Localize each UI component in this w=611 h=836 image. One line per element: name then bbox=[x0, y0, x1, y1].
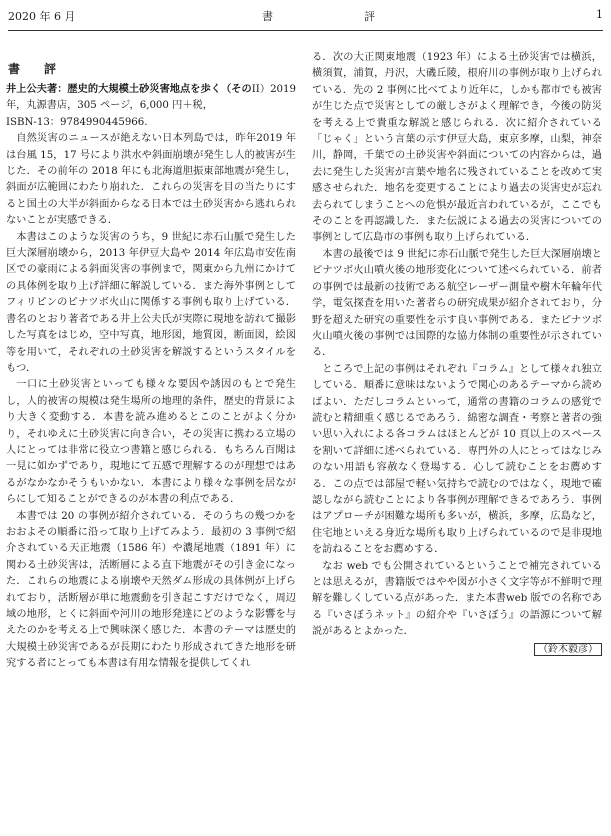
issue-date: 2020 年 6 月 bbox=[8, 10, 76, 23]
paragraph: ところで上記の事例はそれぞれ『コラム』として様々れ独立している．順番に意味はないようで関心のあるテーマから読めばよい．ただしコラムといって，通常の書籍のコラムの感覚で読むと精細重く感じるであろう．綿密な調査・考察と著者の強い思い入れによる各コラムはほとんどが 10 頁以上のスペースを割いて詳細に述べられている．専門外の人にとってはなじみのない用語も容赦なく登場する．心して読むことをお薦めする．この点では部屋で軽い気持ちで読むのではなく，現地で確認しながら読むことにより各事例が理解できるであろう．事例はアプローチが困難な場所も多いが，横浜，多摩，広島など，住宅地といえる身近な場所も取り上げられているので是非現地を訪ねることをお薦めする． bbox=[312, 363, 602, 556]
paragraph: 本書では 20 の事例が紹介されている．そのうちの幾つかをおおよその順番に沿って取り上げてみよう．最初の 3 事例で紹介されている天正地震（1586 年）や濃尾地震（1891 年）に関わる土砂災害は，活断層による直下地震がその引き金になった．これらの地震による崩壊や天然ダム形成の具体例が上げられており，活断層が単に地震動を引き起こすだけでなく，周辺域の地形，とくに斜面や河川の地形発達にどのような影響を与えたのかを考える上で興味深く感じた．本書のテーマは歴史的大規模土砂災害であるが長期にわたり形成されてきた地形を研究する者にとっても本書は有用な情報を提供してくれ bbox=[6, 510, 296, 670]
book-isbn: ISBN-13：9784990445966. bbox=[6, 116, 148, 128]
paragraph: る．次の大正関東地震（1923 年）による土砂災害では横浜，横須賀，浦賀，丹沢，大磯丘陵，根府川の事例が取り上げられている．先の 2 事例に比べてより近年に，しかも都市でも被害が生じた点で災害としての厳しさがよく理解でき，今後の防災を考える上で貴重な解説と感じられる．次に紹介されている「じゃく」という言葉の示す伊豆大島，東京多摩，山梨，神奈川，静岡，千葉での土砂災害や斜面についての内容からは，過去に発生した災害が言葉や地名に残されていることを改めて実感させられた．地名を変更することにより過去の災害史が忘れ去られてしまうことへの危惧が最近言われているが，ここでもそのことを再認識した．また伝説による過去の災害についての事例として広島市の事例も取り上げられている． bbox=[312, 52, 602, 244]
book-info bbox=[6, 82, 296, 131]
paragraph: 本書はこのような災害のうち，9 世紀に赤石山脈で発生した巨大深層崩壊から，2013 年伊豆大島や 2014 年広島市安佐南区での豪雨による斜面災害の事例まで，関東から九州にかけての具体例を取り上げ詳細に解説している．また海外事例としてフィリピンのピナツボ火山に関係する事例も取り上げている．書名のとおり著者である井上公夫氏が実際に現地を訪れて撮影した写真をはじめ，空中写真，地形図，地質図，断面図，絵図等を用いて，それぞれの土砂災害を解説するというスタイルをもつ． bbox=[6, 231, 296, 374]
left-column bbox=[6, 82, 296, 673]
book-details: 2019 年，丸源書店，305 ページ，6,000 円＋税， bbox=[6, 84, 296, 112]
book-title: 井上公夫著：歴史的大規模土砂災害地点を歩く（その bbox=[6, 84, 252, 95]
paragraph: 本書の最後では 9 世紀に赤石山脈で発生した巨大深層崩壊とピナツボ火山噴火後の地形変化について述べられている．前者の事例では最新の技術である航空レーザー測量や樹木年輪年代学，電気探査を用いた著者らの研究成果が紹介されており，分野を超えた研究の重要性を示す良い事例である．またピナツボ火山噴火後の事例では国際的な協力体制の重要性が示されている． bbox=[312, 248, 602, 359]
paragraph: なお web でも公開されているということで補完されているとは思えるが，書籍版ではやや図が小さく文字等が不鮮明で理解を難しくしている点があった．また本書web 版での名称である『いさぼうネット』の紹介や『いさぼう』の語源について解説があるとよかった． bbox=[312, 560, 602, 638]
reviewer-signature bbox=[312, 642, 602, 658]
section-title: 書 評 bbox=[8, 62, 63, 76]
reviewer-name: （鈴木毅彦） bbox=[534, 643, 602, 656]
paragraph: 自然災害のニュースが絶えない日本列島では，昨年2019 年は台風 15，17 号により洪水や斜面崩壊が発生し人的被害が生じた．その前年の 2018 年にも北海道胆振東部地震が発生し，斜面が広範囲にわたり崩れた．これらの災害を目の当たりにすると国土の大半が斜面からなる日本では土砂災害から逃れられないことが実感できる． bbox=[6, 133, 296, 227]
book-title-cont: II） bbox=[251, 84, 271, 95]
header-rule bbox=[8, 30, 603, 31]
running-title: 書 評 bbox=[262, 10, 415, 23]
paragraph: 一口に土砂災害といっても様々な要因や誘因のもとで発生し，人的被害の規模は発生場所の地理的条件，歴史的背景により大きく変動する．本書を読み進めるとこのことがよく分かり，それゆえに土砂災害に向き合い，その災害に携わる立場の人にとっては非常に役立つ書籍と感じられる．もちろん百聞は一見に如かずであり，現地にて五感で理解するのが理想ではあるがなかなかそうもいかない．本書により様々な事例を居ながらにして知ることができるのが本書の利点である． bbox=[6, 379, 296, 506]
page-header bbox=[0, 8, 611, 24]
right-column bbox=[312, 50, 602, 658]
page-number: 1 bbox=[596, 8, 603, 21]
